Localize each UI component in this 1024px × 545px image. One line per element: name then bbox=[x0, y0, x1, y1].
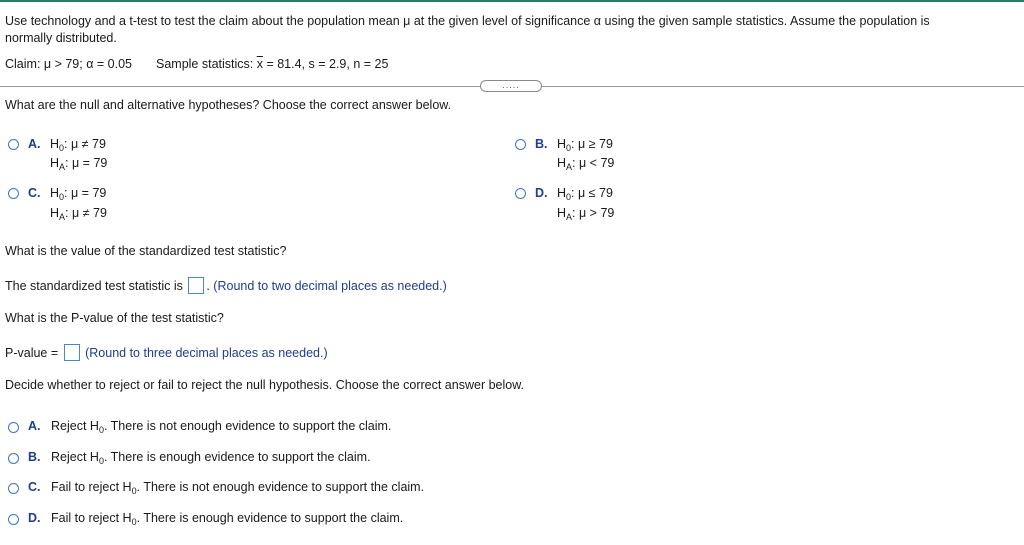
sample-statistics: Sample statistics: $\overline{x} = 81.4$, s = 2.9, n = 25 bbox=[156, 57, 389, 71]
p-value-prompt: What is the P-value of the test statistic? bbox=[5, 311, 224, 325]
more-button[interactable]: ..... bbox=[480, 80, 542, 92]
top-border bbox=[0, 0, 1024, 2]
option-text: Fail to reject $H_0$. There is enough evidence to support the claim. bbox=[51, 511, 404, 527]
option-letter: C. bbox=[28, 186, 41, 200]
null-hypothesis: $H_0$: μ ≠ 79 bbox=[50, 137, 106, 153]
alt-hypothesis: $H_A$: μ = 79 bbox=[50, 156, 108, 172]
xbar-symbol: $\overline{x}$ bbox=[256, 57, 263, 71]
alt-hypothesis: $H_A$: μ < 79 bbox=[557, 156, 615, 172]
test-statistic-prompt: What is the value of the standardized test statistic? bbox=[5, 244, 287, 258]
radio-button[interactable] bbox=[8, 422, 19, 433]
option-letter: C. bbox=[28, 480, 41, 494]
alt-hypothesis: $H_A$: μ > 79 bbox=[557, 206, 615, 222]
hypotheses-prompt: What are the null and alternative hypotheses? Choose the correct answer below. bbox=[5, 98, 452, 112]
option-letter: A. bbox=[28, 419, 41, 433]
p-value-input[interactable] bbox=[64, 344, 80, 361]
radio-button[interactable] bbox=[515, 188, 526, 199]
decision-prompt: Decide whether to reject or fail to reject the null hypothesis. Choose the correct answer below. bbox=[5, 378, 525, 392]
radio-button[interactable] bbox=[8, 139, 19, 150]
alt-hypothesis: $H_A$: μ ≠ 79 bbox=[50, 206, 107, 222]
round-hint: (Round to two decimal places as needed.) bbox=[209, 279, 447, 293]
question-text-line2: normally distributed. bbox=[5, 31, 117, 45]
radio-button[interactable] bbox=[8, 188, 19, 199]
option-letter: A. bbox=[28, 137, 41, 151]
option-letter: D. bbox=[28, 511, 41, 525]
radio-button[interactable] bbox=[8, 453, 19, 464]
p-value-row: P-value = (Round to three decimal places as needed.) bbox=[5, 346, 328, 360]
option-text: Reject $H_0$. There is enough evidence to support the claim. bbox=[51, 450, 371, 466]
null-hypothesis: $H_0$: μ = 79 bbox=[50, 186, 107, 202]
claim-text: Claim: μ > 79; α = 0.05 bbox=[5, 57, 132, 71]
question-text-line1: Use technology and a t-test to test the claim about the population mean μ at the given level of significance α using the given sample statistics. Assume the population is bbox=[5, 14, 930, 28]
radio-button[interactable] bbox=[8, 483, 19, 494]
round-hint: (Round to three decimal places as needed.) bbox=[81, 346, 328, 360]
option-text: Reject $H_0$. There is not enough evidence to support the claim. bbox=[51, 419, 392, 435]
option-text: Fail to reject $H_0$. There is not enough evidence to support the claim. bbox=[51, 480, 425, 496]
null-hypothesis: $H_0$: μ ≤ 79 bbox=[557, 186, 613, 202]
option-letter: B. bbox=[28, 450, 41, 464]
test-statistic-input[interactable] bbox=[188, 277, 204, 294]
radio-button[interactable] bbox=[8, 514, 19, 525]
option-letter: D. bbox=[535, 186, 548, 200]
null-hypothesis: $H_0$: μ ≥ 79 bbox=[557, 137, 613, 153]
test-statistic-row: The standardized test statistic is . (Round to two decimal places as needed.) bbox=[5, 279, 447, 293]
option-letter: B. bbox=[535, 137, 548, 151]
radio-button[interactable] bbox=[515, 139, 526, 150]
